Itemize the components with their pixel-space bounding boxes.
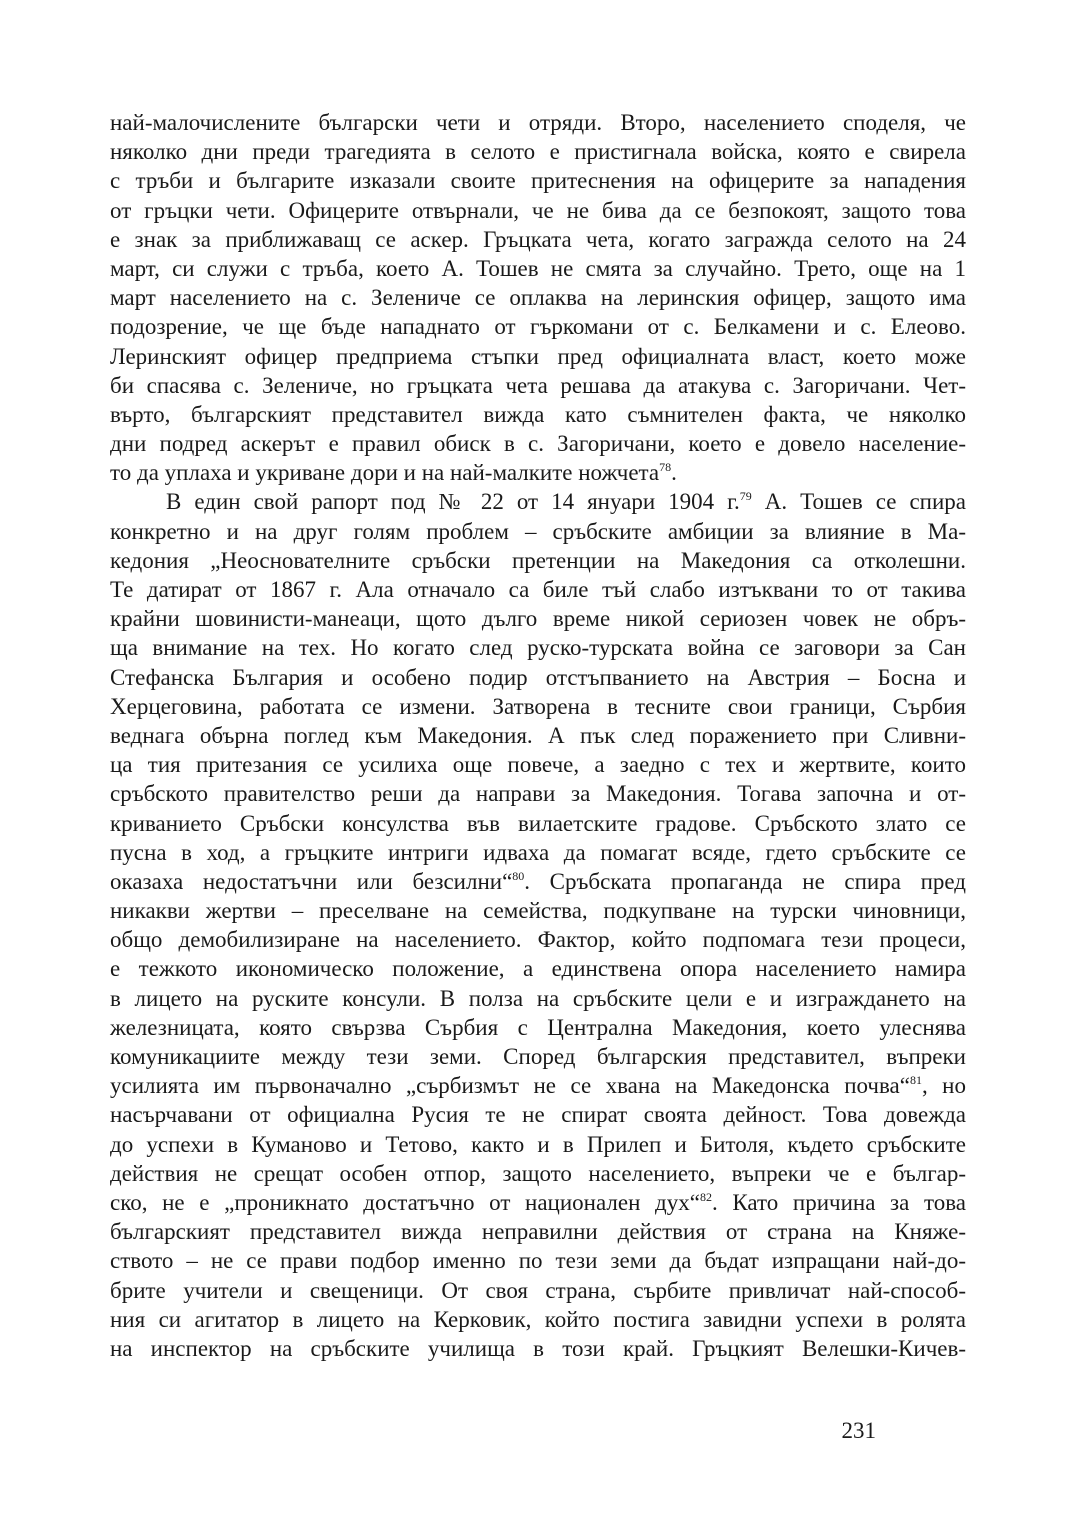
text-line: комуникациите между тези земи. Според българския представител, въпреки xyxy=(110,1044,966,1069)
text-line xyxy=(110,867,966,896)
text-line: Стефанска България и особено подир отстъпванието на Австрия – Босна и xyxy=(110,664,966,690)
text-line: март населението на с. Зелениче се оплаква на леринския офицер, защото има xyxy=(110,285,966,311)
paragraph-2 xyxy=(110,487,966,1363)
text-line: пусна в ход, а гръцките интриги идваха да помагат всяде, гдето сръбските се xyxy=(110,839,966,865)
text-line: сръбското правителство реши да направи за Македония. Тогава започна и от- xyxy=(110,781,966,807)
text-line: подозрение, че ще бъде нападнато от гъркомани от с. Белкамени и с. Елеово. xyxy=(110,314,966,340)
text-line: Леринският офицер предприема стъпки пред официалната власт, което може xyxy=(110,343,966,369)
text-line xyxy=(110,1188,966,1217)
footnote-ref-79[interactable]: 79 xyxy=(739,489,752,504)
text-line: българският представител вижда неправилни действия от страна на Княже- xyxy=(110,1219,966,1245)
text-line: би спасява с. Зелениче, но гръцката чета решава да атакува с. Загоричани. Чет- xyxy=(110,372,966,398)
text-line: брите учители и свещеници. От своя страна, сърбите привличат най-способ- xyxy=(110,1277,966,1303)
text-line: в лицето на руските консули. В полза на сръбските цели е и изграждането на xyxy=(110,985,966,1011)
text-line: Те датират от 1867 г. Ала отначало са биле тъй слабо изтъквани то от такива xyxy=(110,577,966,602)
text-line: от гръцки чети. Офицерите отвърнали, че не бива да се безпокоят, защото това xyxy=(110,197,966,223)
paragraph-1 xyxy=(110,108,966,487)
text-line: то да уплаха и укриване дори и на най-малките ножчета$^{78}$. xyxy=(110,460,677,486)
text-line: ща внимание на тех. Но когато след руско-турската война се заговори за Сан xyxy=(110,635,966,661)
line-text: . Като причина за това xyxy=(711,1189,966,1215)
text-line: е знак за приближаващ се аскер. Гръцката чета, когато загражда селото на 24 xyxy=(110,226,966,252)
text-line: никакви жертви – преселване на семейства, подкупване на турски чиновници, xyxy=(110,898,966,924)
text-line: веднага обърна поглед към Македония. А пък след поражението при Сливни- xyxy=(110,722,966,748)
line-text: оказаха недостатъчни или безсилни“ xyxy=(110,868,513,894)
line-text: . Сръбската пропаганда не спира пред xyxy=(524,868,966,894)
text-line: криванието Сръбски консулства във вилаетските градове. Сръбското злато се xyxy=(110,810,966,836)
body-text xyxy=(110,108,966,1363)
text-line: действия не срещат особен отпор, защото населението, въпреки че е българ- xyxy=(110,1160,966,1186)
footnote-ref-82[interactable]: 82 xyxy=(699,1189,712,1204)
text-line: ца тия притезания се усилиха още повече, а заедно с тех и жертвите, които xyxy=(110,752,966,778)
text-line: конкретно и на друг голям проблем – сръбските амбиции за влияние в Ма- xyxy=(110,518,966,544)
text-line: март, си служи с тръба, което А. Тошев не смята за случайно. Трето, още на 1 xyxy=(110,255,966,281)
text-line: на инспектор на сръбските училища в този край. Гръцкият Велешки-Кичев- xyxy=(110,1335,966,1361)
text-line xyxy=(110,1071,966,1100)
page-number: 231 xyxy=(841,1418,876,1443)
text-line: до успехи в Куманово и Тетово, както и в Прилеп и Битоля, където сръбските xyxy=(110,1131,966,1157)
text-line: железницата, която свързва Сърбия с Централна Македония, което улеснява xyxy=(110,1014,966,1040)
text-line: няколко дни преди трагедията в селото е пристигнала войска, която е свирела xyxy=(110,139,966,165)
text-line: с тръби и българите изказали своите притеснения на офицерите за нападения xyxy=(110,168,966,194)
text-line: насърчавани от официална Русия те не спират своята дейност. Това довежда xyxy=(110,1102,966,1128)
line-text: А. Тошев се спира xyxy=(751,489,966,515)
line-text: В един свой рапорт под № 22 от 14 януари 1904 г. xyxy=(166,489,740,515)
text-line: върто, българският представител вижда като съмнителен факта, че няколко xyxy=(110,401,966,427)
line-text: то да уплаха и укриване дори и на най-малките ножчета xyxy=(110,460,660,486)
text-line: дни подред аскерът е правил обиск в с. Загоричани, което е довело население- xyxy=(110,431,966,457)
text-line: общо демобилизиране на населението. Фактор, който подпомага тези процеси, xyxy=(110,927,966,953)
text-line: крайни шовинисти-манеаци, щото дълго време никой сериозен човек не обръ- xyxy=(110,606,966,632)
text-line: ството – не се прави подбор именно по тези земи да бъдат изпращани най-до- xyxy=(110,1248,966,1274)
text-line: ния си агитатор в лицето на Керковик, който постига завидни успехи в ролята xyxy=(110,1306,966,1332)
line-text: , но xyxy=(921,1073,966,1099)
text-line xyxy=(110,487,966,516)
footnote-ref-81[interactable]: 81 xyxy=(909,1073,922,1088)
footnote-ref-78[interactable]: 78 xyxy=(659,460,672,475)
text-line: Херцеговина, работата се измени. Затворена в тесните свои граници, Сърбия xyxy=(110,693,966,719)
line-text: ско, не е „проникнато достатъчно от национален дух“ xyxy=(110,1189,700,1215)
text-line: най-малочислените български чети и отряди. Второ, населението споделя, че xyxy=(110,110,966,135)
text-line: кедония „Неоснователните сръбски претенции на Македония са отколешни. xyxy=(110,547,966,573)
text-line: е тежкото икономическо положение, а единствена опора населението намира xyxy=(110,956,966,982)
line-text: усилията им първоначално „сърбизмът не се хвана на Македонска почва“ xyxy=(110,1073,910,1099)
footnote-ref-80[interactable]: 80 xyxy=(512,868,525,883)
